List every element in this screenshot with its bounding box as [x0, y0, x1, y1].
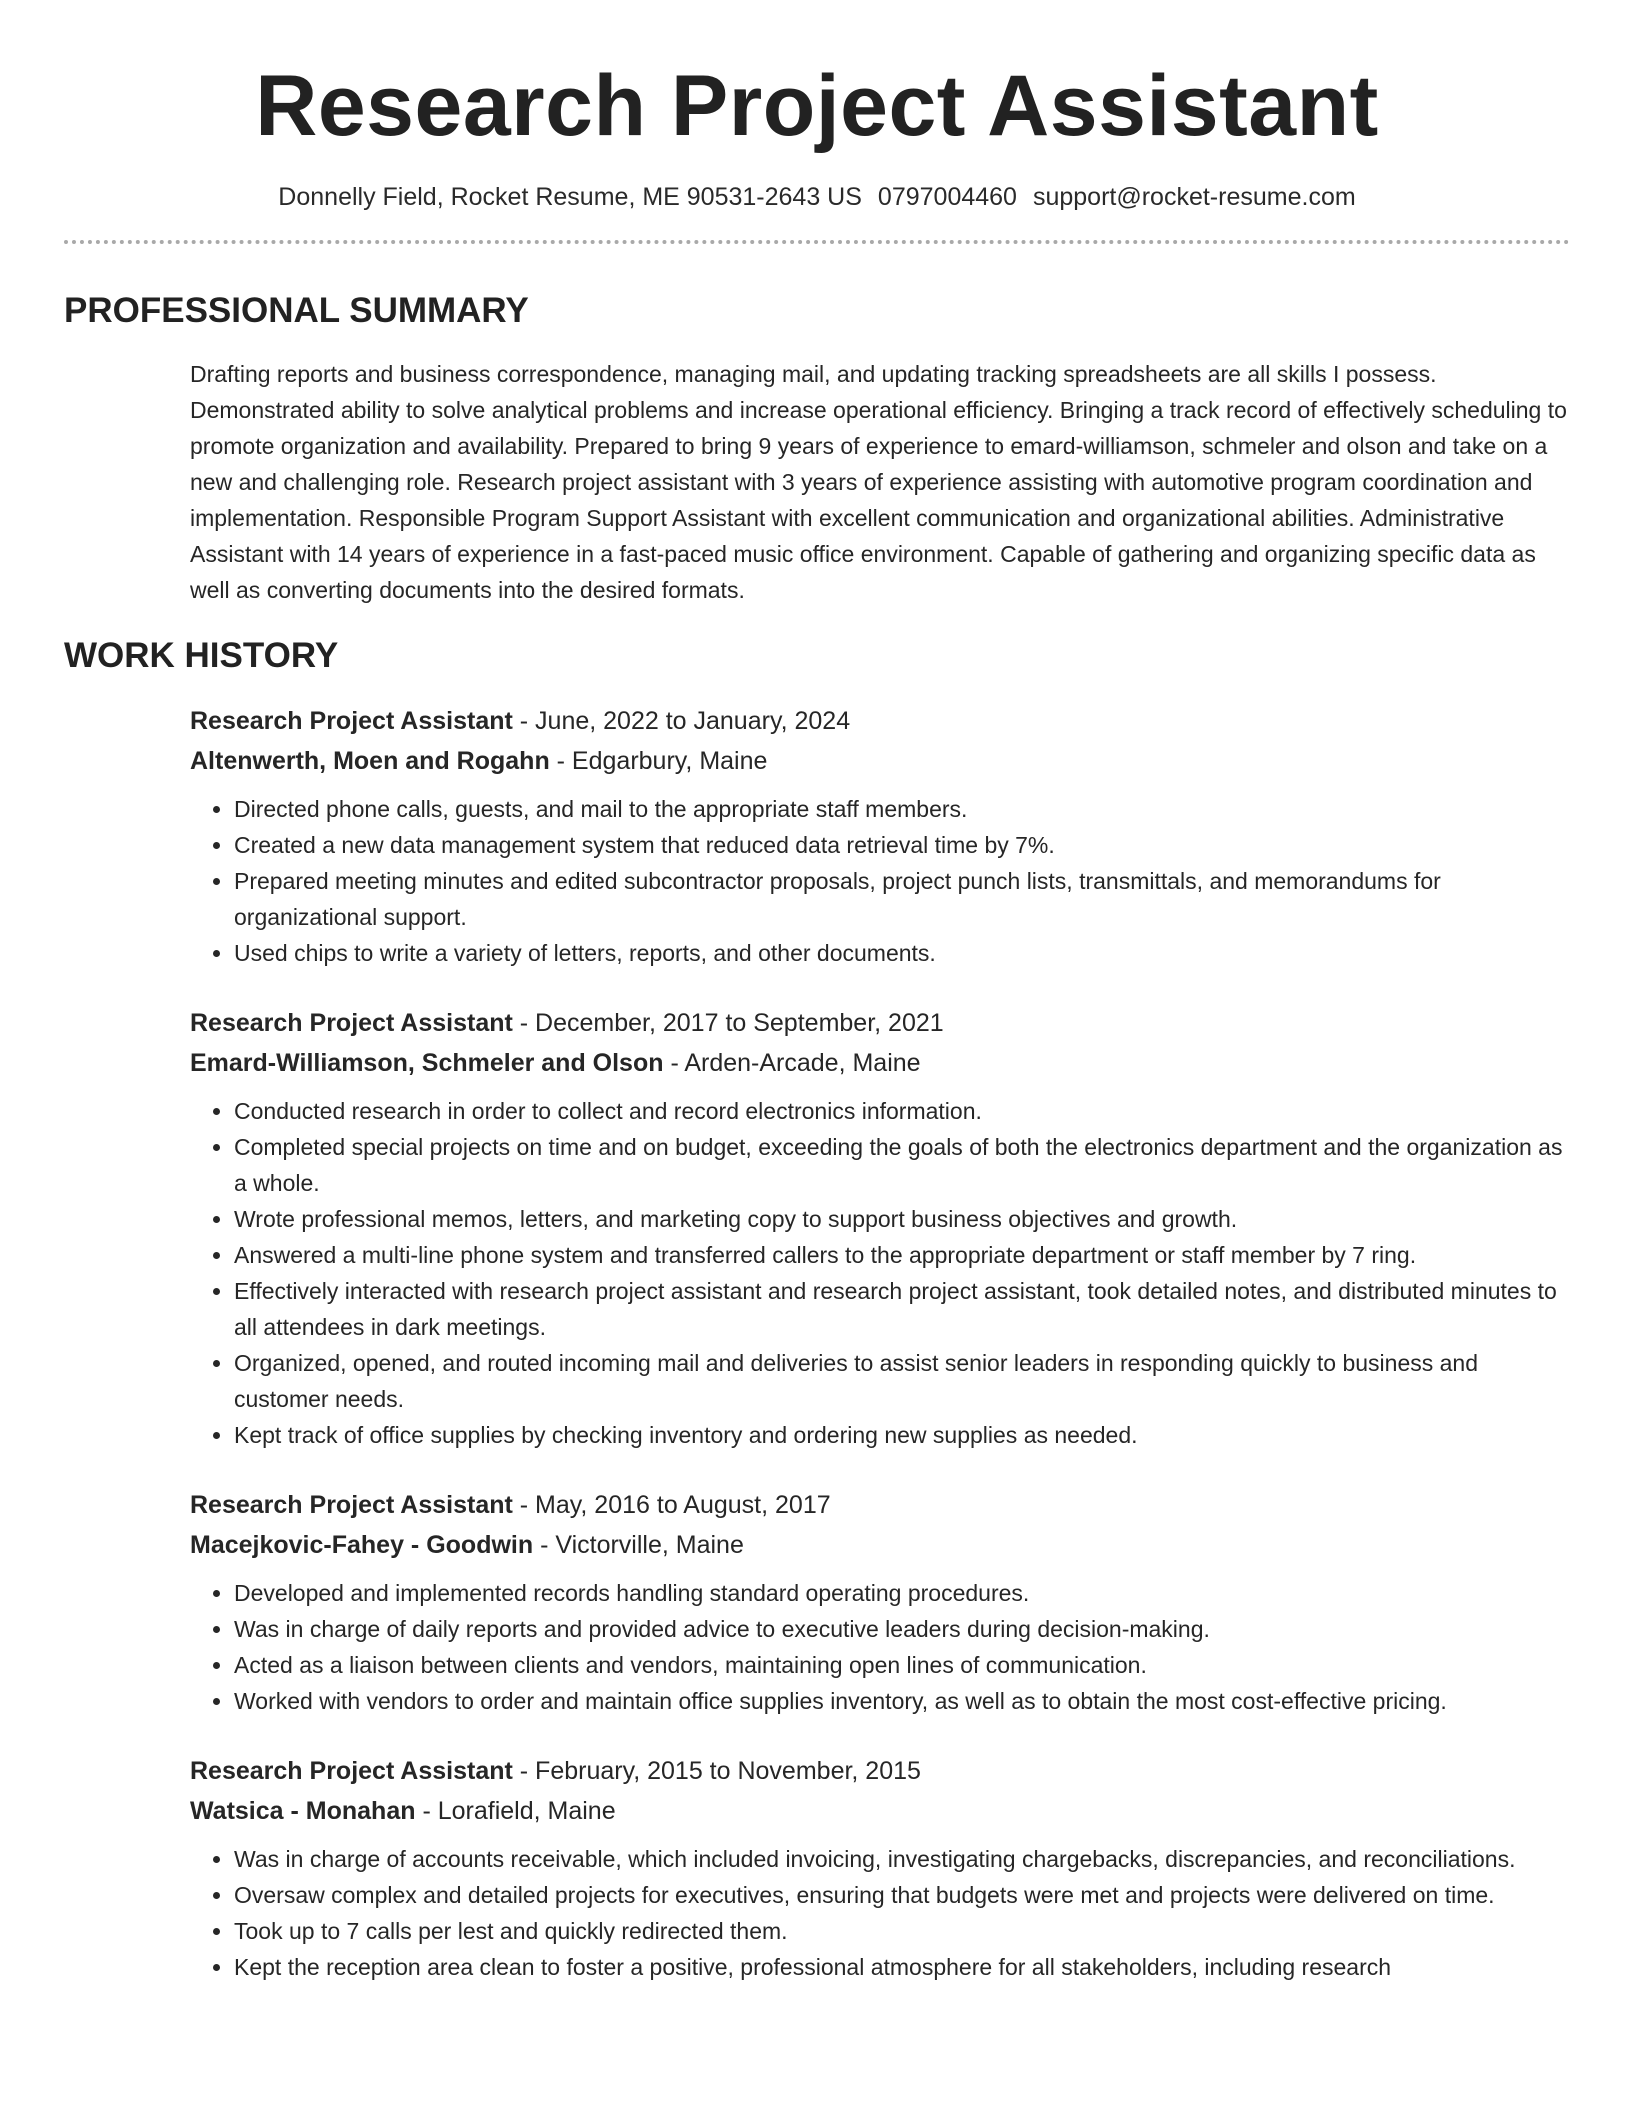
job-role-line: [190, 1003, 1570, 1043]
job-bullet: • Prepared meeting minutes and edited subcontractor proposals, project punch lists, transmittals, and memorandums for organizational support.: [234, 863, 1570, 935]
job-role: Research Project Assistant: [190, 1757, 513, 1785]
job-role-line: [190, 1485, 1570, 1525]
job-bullet: • Worked with vendors to order and maintain office supplies inventory, as well as to obtain the most cost-effective pricing.: [234, 1683, 1570, 1719]
job-bullet: • Organized, opened, and routed incoming mail and deliveries to assist senior leaders in responding quickly to business and customer needs.: [234, 1345, 1570, 1417]
work-history-title: WORK HISTORY: [64, 636, 339, 675]
job-bullet: • Kept the reception area clean to foster a positive, professional atmosphere for all stakeholders, including research: [234, 1949, 1570, 1985]
job-company-line: [190, 1791, 1570, 1831]
summary-text: Drafting reports and business correspondence, managing mail, and updating tracking spreadsheets are all skills I possess. Demonstrated ability to solve analytical problems and increase operational efficiency. Bringing a track record of effectively scheduling to promote organization and availability. Prepared to bring 9 years of experience to emard-williamson, schmeler and olson and take on a new and challenging role. Research project assistant with 3 years of experience assisting with automotive program coordination and implementation. Responsible Program Support Assistant with excellent communication and organizational abilities. Administrative Assistant with 14 years of experience in a fast-paced music office environment. Capable of gathering and organizing specific data as well as converting documents into the desired formats.: [190, 361, 1567, 603]
job-company: Macejkovic-Fahey - Goodwin: [190, 1531, 534, 1559]
job-role: Research Project Assistant: [190, 1009, 513, 1037]
job-bullet: • Took up to 7 calls per lest and quickly redirected them.: [234, 1913, 1570, 1949]
job-bullets: [190, 1093, 1570, 1453]
job-bullets: [190, 1841, 1570, 1985]
summary-title: PROFESSIONAL SUMMARY: [64, 291, 529, 330]
job-bullet: • Conducted research in order to collect and record electronics information.: [234, 1093, 1570, 1129]
job-bullet: • Effectively interacted with research project assistant and research project assistant, took detailed notes, and distributed minutes to all attendees in dark meetings.: [234, 1273, 1570, 1345]
contact-line: [64, 181, 1570, 213]
job-bullet: • Wrote professional memos, letters, and marketing copy to support business objectives and growth.: [234, 1201, 1570, 1237]
job-bullet: • Used chips to write a variety of letters, reports, and other documents.: [234, 935, 1570, 971]
job-bullet: • Kept track of office supplies by checking inventory and ordering new supplies as needed.: [234, 1417, 1570, 1453]
job-dates: - February, 2015 to November, 2015: [512, 1757, 921, 1785]
contact-email: support@rocket-resume.com: [1032, 183, 1356, 211]
job-entry: [190, 701, 1570, 971]
job-bullets: [190, 1575, 1570, 1719]
job-bullets: [190, 791, 1570, 971]
job-bullet: • Was in charge of accounts receivable, which included invoicing, investigating chargebacks, discrepancies, and reconciliations.: [234, 1841, 1570, 1877]
job-location: - Edgarbury, Maine: [549, 747, 768, 775]
job-company-line: [190, 1043, 1570, 1083]
job-bullet: • Answered a multi-line phone system and transferred callers to the appropriate department or staff member by 7 ring.: [234, 1237, 1570, 1273]
job-role: Research Project Assistant: [190, 1491, 513, 1519]
job-bullet: • Was in charge of daily reports and provided advice to executive leaders during decision-making.: [234, 1611, 1570, 1647]
job-role-line: [190, 701, 1570, 741]
job-entry: [190, 1485, 1570, 1719]
contact-phone: 0797004460: [877, 183, 1017, 211]
job-dates: - December, 2017 to September, 2021: [512, 1009, 944, 1037]
job-bullet: • Developed and implemented records handling standard operating procedures.: [234, 1575, 1570, 1611]
job-entry: [190, 1751, 1570, 1985]
job-role: Research Project Assistant: [190, 707, 513, 735]
job-location: - Arden-Arcade, Maine: [663, 1049, 921, 1077]
job-bullet: • Completed special projects on time and on budget, exceeding the goals of both the electronics department and the organization as a whole.: [234, 1129, 1570, 1201]
header-divider: [64, 240, 1570, 244]
job-role-line: [190, 1751, 1570, 1791]
job-bullet: • Oversaw complex and detailed projects for executives, ensuring that budgets were met and projects were delivered on time.: [234, 1877, 1570, 1913]
work-history-list: [190, 701, 1570, 1985]
job-entry: [190, 1003, 1570, 1453]
job-bullet: • Directed phone calls, guests, and mail to the appropriate staff members.: [234, 791, 1570, 827]
job-company: Emard-Williamson, Schmeler and Olson: [190, 1049, 664, 1077]
job-bullet: • Created a new data management system that reduced data retrieval time by 7%.: [234, 827, 1570, 863]
job-dates: - June, 2022 to January, 2024: [512, 707, 851, 735]
job-location: - Victorville, Maine: [533, 1531, 744, 1559]
job-company: Watsica - Monahan: [190, 1797, 416, 1825]
job-company-line: [190, 741, 1570, 781]
job-dates: - May, 2016 to August, 2017: [512, 1491, 831, 1519]
job-company-line: [190, 1525, 1570, 1565]
job-bullet: • Acted as a liaison between clients and vendors, maintaining open lines of communication.: [234, 1647, 1570, 1683]
job-company: Altenwerth, Moen and Rogahn: [190, 747, 550, 775]
contact-address: Donnelly Field, Rocket Resume, ME 90531-2643 US: [278, 183, 862, 211]
job-location: - Lorafield, Maine: [415, 1797, 616, 1825]
resume-page: [64, 0, 1570, 1985]
candidate-name: Research Project Assistant: [255, 58, 1379, 154]
resume-header: [64, 58, 1570, 244]
